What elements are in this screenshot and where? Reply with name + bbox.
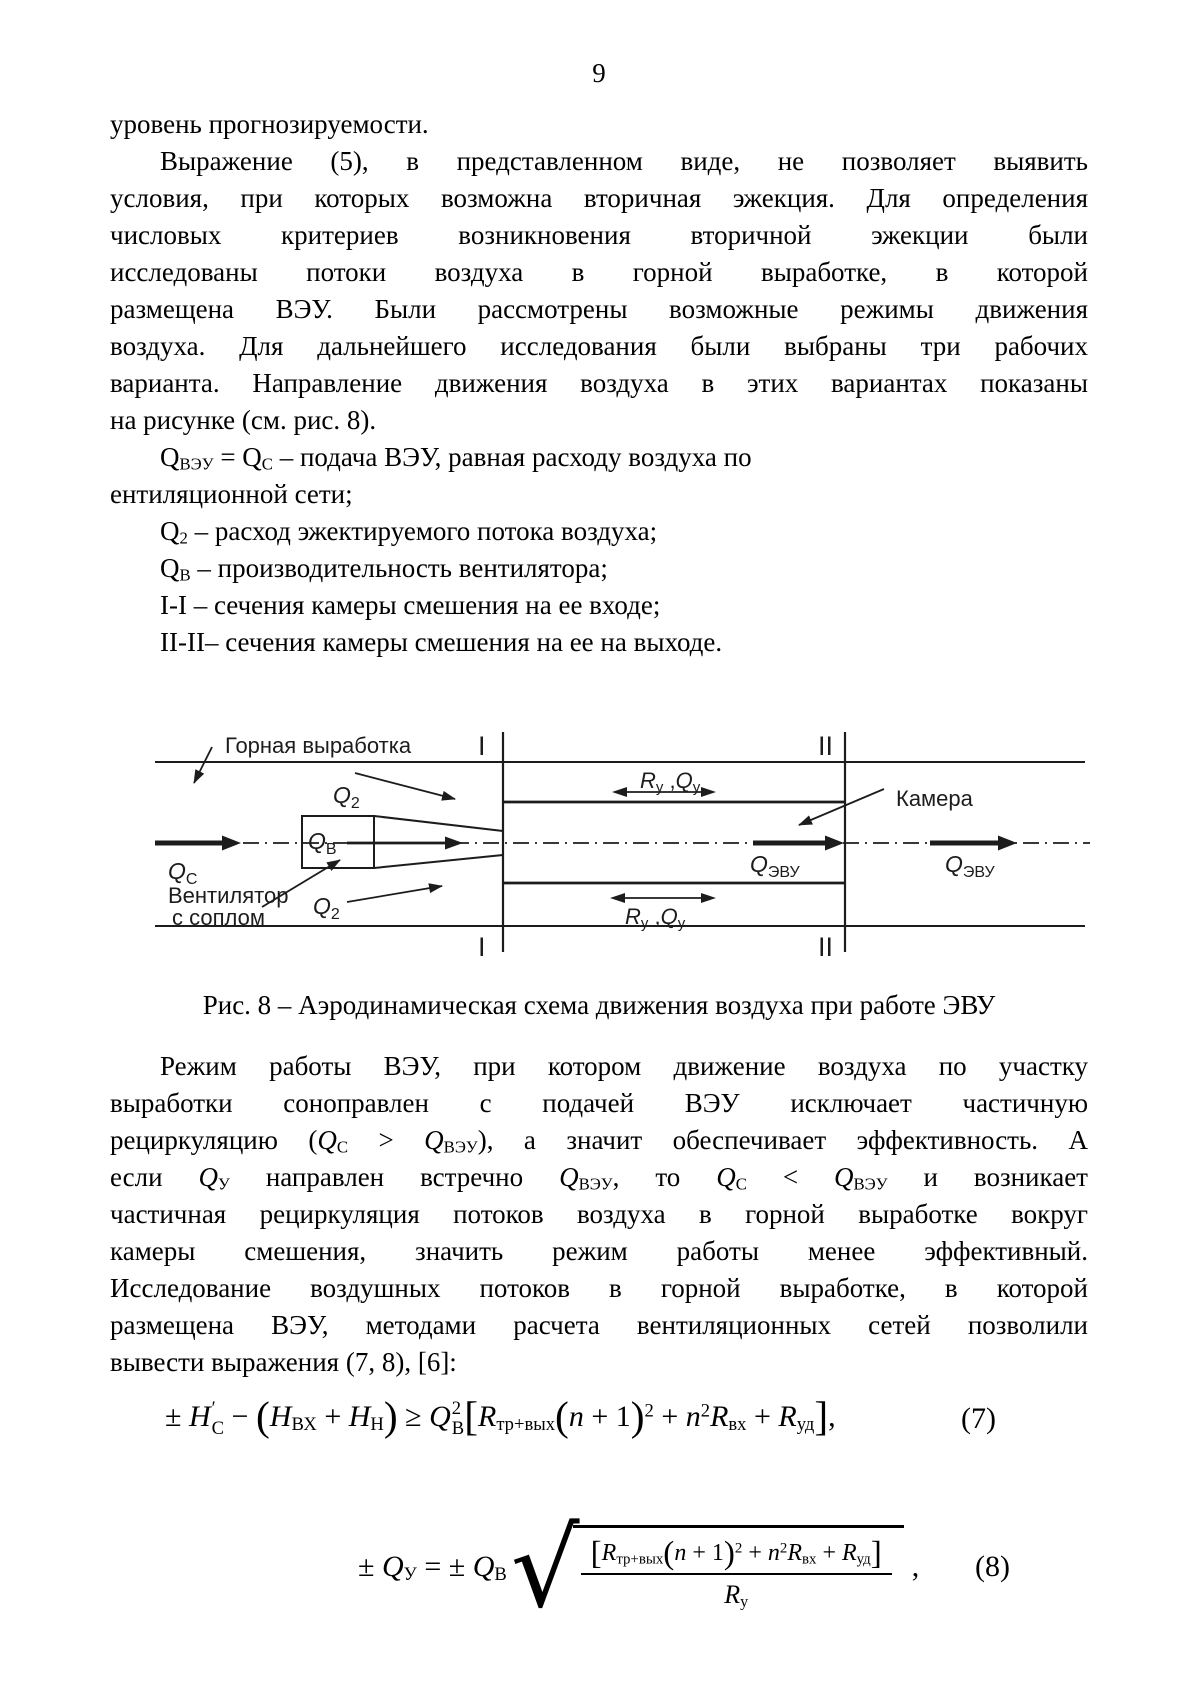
equation-8-number: (8): [975, 1550, 1010, 1583]
ru-qu-bottom-arrow: [610, 893, 716, 903]
page-number: 9: [592, 58, 606, 88]
fan-label-line1: Вентилятор: [168, 883, 289, 908]
figure-8-aerodynamic-scheme: [0, 665, 1200, 965]
text-line: числовых критериев возникновения вторичной эжекции были: [110, 220, 1088, 250]
text-line: выработки соноправлен с подачей ВЭУ исключает частичную: [110, 1088, 1088, 1118]
qevu-right-label: $Q_{ЭВУ}$: [945, 851, 995, 881]
paragraph-regime: [110, 1048, 1088, 1381]
section-II-top-label: II: [818, 731, 834, 761]
text-line: рециркуляцию $(Q_С > Q_{ВЭУ})$, а значит обеспечивает эффективность. А: [110, 1125, 1088, 1157]
equation-8: [110, 1492, 1088, 1642]
equation-8-denominator: $R_у$: [724, 1579, 749, 1611]
text-line: Режим работы ВЭУ, при котором движение воздуха по участку: [160, 1051, 1088, 1081]
text-line: Исследование воздушных потоков в горной выработке, в которой: [110, 1273, 1088, 1303]
qevu-left-label: $Q_{ЭВУ}$: [750, 851, 800, 881]
text-line: воздуха. Для дальнейшего исследования были выбраны три рабочих: [110, 331, 1088, 361]
text-line: $Q_{ВЭУ} = Q_С$ – подача ВЭУ, равная расходу воздуха по: [160, 442, 752, 474]
text-line: частичная рециркуляция потоков воздуха в горной выработке вокруг: [110, 1199, 1088, 1229]
q2-bottom-label: $Q_2$: [313, 893, 340, 923]
section-I-bottom-label: I: [478, 932, 486, 962]
nozzle-bottom-line: [374, 855, 503, 868]
kamera-label-arrow: [799, 789, 884, 825]
text-line: I-I – сечения камеры смешения на ее входе;: [160, 590, 661, 620]
mine-working-label: Горная выработка: [225, 733, 412, 758]
section-I-top-label: I: [478, 731, 486, 761]
text-line: II-II– сечения камеры смешения на ее на выходе.: [160, 627, 723, 657]
text-line: уровень прогнозируемости.: [110, 109, 429, 139]
text-line: камеры смешения, значить режим работы менее эффективный.: [110, 1236, 1088, 1266]
text-line: размещена ВЭУ. Были рассмотрены возможные режимы движения: [110, 294, 1088, 324]
equation-8-comma: ,: [911, 1550, 920, 1583]
text-line: вывести выражения (7, 8), [6]:: [110, 1347, 457, 1377]
qv-label: $Q_В$: [308, 828, 337, 858]
equation-8-lhs: ± $Q_У$ = ± $Q_В$: [358, 1550, 507, 1586]
paragraph-intro: [110, 106, 1088, 439]
text-line: исследованы потоки воздуха в горной выработке, в которой: [110, 257, 1088, 287]
fan-label-line2: с соплом: [172, 905, 265, 930]
symbol-definitions: [110, 439, 1088, 661]
q2-top-label: $Q_2$: [333, 782, 360, 812]
text-line: $Q_В$ – производительность вентилятора;: [160, 553, 608, 585]
text-line: на рисунке (см. рис. 8).: [110, 405, 377, 435]
text-line: варианта. Направление движения воздуха в этих вариантах показаны: [110, 368, 1088, 398]
text-line: Выражение (5), в представленном виде, не позволяет выявить: [160, 146, 1088, 176]
flow-arrow-qc: [155, 836, 241, 851]
q2-top-arrow: [355, 773, 455, 799]
section-II-bottom-label: II: [818, 932, 834, 962]
text-line: если $Q_У$ направлен встречно $Q_{ВЭУ}$, то $Q_С < Q_{ВЭУ}$ и возникает: [110, 1162, 1088, 1194]
text-line: условия, при которых возможна вторичная эжекция. Для определения: [110, 183, 1088, 213]
q2-bottom-arrow: [347, 886, 442, 902]
mine-label-arrow: [194, 747, 212, 783]
flow-arrow-qevu-chamber: [753, 836, 844, 851]
text-line: размещена ВЭУ, методами расчета вентиляционных сетей позволили: [110, 1310, 1088, 1340]
kamera-label: Камера: [896, 786, 973, 811]
equation-7-number: (7): [961, 1402, 996, 1435]
qc-label: $Q_С$: [168, 858, 198, 888]
flow-arrow-nozzle: [347, 837, 463, 850]
nozzle-top-line: [374, 816, 503, 831]
equation-7: [110, 1384, 1088, 1454]
text-line: $Q_2$ – расход эжектируемого потока воздуха;: [160, 516, 658, 548]
equation-8-sqrt: √ $\frac{[R_{тр+вых}(n + 1)^2 + n^2R_{вх} + R_{уд}]}{R_у}$: [511, 1525, 904, 1610]
ru-qu-bottom-label: Rу ,Qу: [625, 904, 686, 932]
text-line: ентиляционной сети;: [110, 479, 353, 509]
equation-8-numerator: $[R_{тр+вых}(n + 1)^2 + n^2R_{вх} + R_{уд}]$: [581, 1540, 892, 1575]
equation-8-body: [358, 1507, 920, 1632]
equation-7-body: ± H ′ С − $(H_{ВХ} + H_Н) \ge Q$ 2 В $[R_{тр+вых}(n + 1)^2 + n^2R_{вх} + R_{уд}]$,: [165, 1393, 836, 1440]
figure-caption: Рис. 8 – Аэродинамическая схема движения воздуха при работе ЭВУ: [202, 990, 996, 1020]
ru-qu-top-label: Rу ,Qу: [640, 768, 701, 796]
flow-arrow-qevu-out: [930, 836, 1017, 851]
